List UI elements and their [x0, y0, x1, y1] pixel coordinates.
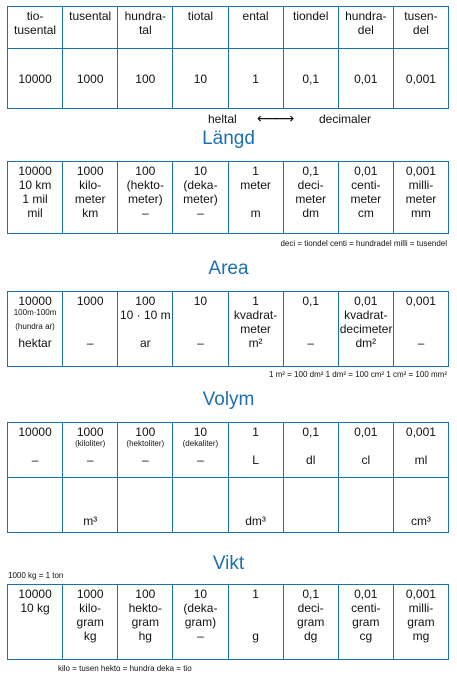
volym-cell-text: 1000 [76, 425, 104, 439]
volym-unit-cell [118, 478, 173, 533]
vikt-cell-text [119, 643, 171, 657]
vikt-cell-text: 1000 [76, 587, 104, 601]
value-cell: 0,1 [283, 49, 338, 109]
header-cell: tusen- del [393, 7, 448, 49]
volym-cell-text [340, 439, 392, 453]
volym-unit-text: m³ [83, 514, 98, 528]
vikt-cell-text: gram [352, 615, 380, 629]
volym-cell-text: 1 [252, 425, 259, 439]
langd-cell-text: – [141, 206, 149, 220]
area-cell-text: meter [240, 322, 271, 336]
vikt-cell-text: gram [297, 615, 325, 629]
vikt-cell-text [230, 601, 282, 615]
vikt-cell-text: – [197, 629, 204, 643]
langd-cell-text: 10000 [18, 164, 52, 178]
vikt-cell-text: (deka- [183, 601, 218, 615]
heltal-label: heltal [208, 112, 237, 126]
area-cell-text [395, 308, 447, 322]
volym-unit-cell [173, 478, 228, 533]
vikt-cell [118, 585, 173, 660]
vikt-cell [228, 585, 283, 660]
vikt-cell-text: gram [131, 615, 159, 629]
volym-cell-text [230, 439, 282, 453]
vikt-cell-text: centi- [351, 601, 381, 615]
langd-cell-text: 1 mil [22, 192, 48, 206]
langd-cell [228, 162, 283, 234]
volym-cell [8, 423, 63, 478]
volym-cell-text: (hektoliter) [126, 439, 165, 448]
langd-table [7, 161, 449, 234]
vikt-cell-text: gram [76, 615, 104, 629]
vikt-cell-text [9, 643, 61, 657]
area-cell [228, 292, 283, 367]
area-cell-text [64, 308, 116, 322]
volym-cell-text: – [31, 453, 39, 467]
langd-cell-text: mm [410, 206, 431, 220]
langd-cell-text: meter [74, 192, 106, 206]
vikt-cell-text: deci- [297, 601, 324, 615]
langd-cell [8, 162, 63, 234]
value-cell: 10000 [8, 49, 63, 109]
area-cell-text: kvadrat- [344, 308, 388, 322]
vikt-cell [63, 585, 118, 660]
volym-table [7, 422, 449, 533]
area-cell [118, 292, 173, 367]
vikt-top-note: 1000 kg = 1 ton [8, 571, 64, 580]
area-cell-text [285, 322, 337, 336]
vikt-cell-text: kilo- [79, 601, 102, 615]
area-cell-text: decimeter [339, 322, 393, 336]
header-cell: hundra- tal [118, 7, 173, 49]
vikt-cell-text: 100 [135, 587, 156, 601]
vikt-cell-text: 1 [252, 587, 259, 601]
volym-cell-text: 0,1 [302, 425, 320, 439]
area-cell-text: 0,1 [302, 294, 320, 308]
area-cell-text [174, 322, 226, 336]
langd-cell [283, 162, 338, 234]
value-cell: 1 [228, 49, 283, 109]
vikt-cell-text: 10 kg [20, 601, 50, 615]
area-cell-text [174, 308, 226, 322]
vikt-cell-text: g [252, 629, 259, 643]
decimaler-label: decimaler [319, 112, 372, 126]
volym-unit-text: dm³ [245, 514, 266, 528]
section-title-area: Area [208, 258, 249, 279]
volym-unit-cell [228, 478, 283, 533]
langd-cell-text: 10 km [18, 178, 52, 192]
volym-unit-cell [283, 478, 338, 533]
value-cell: 1000 [63, 49, 118, 109]
vikt-cell-text: 10000 [18, 587, 52, 601]
area-cell-text: – [197, 336, 204, 350]
langd-cell-text: km [82, 206, 99, 220]
area-cell-text [395, 322, 447, 336]
volym-cell-text: 0,001 [405, 425, 436, 439]
langd-note: deci = tiondel centi = hundradel milli = tusendel [280, 239, 447, 248]
langd-cell [173, 162, 228, 234]
area-cell [283, 292, 338, 367]
volym-cell [118, 423, 173, 478]
volym-cell-text: L [252, 453, 259, 467]
langd-cell-text: 1 [252, 164, 259, 178]
vikt-table [7, 584, 449, 660]
section-title-vikt: Vikt [212, 553, 245, 574]
area-cell-text: 100 [135, 294, 156, 308]
vikt-cell [393, 585, 448, 660]
vikt-cell-text: kg [83, 629, 97, 643]
vikt-cell-text: gram [407, 615, 435, 629]
langd-cell-text: 0,1 [302, 164, 320, 178]
area-cell-text: 1 [252, 294, 259, 308]
vikt-cell-text [64, 643, 116, 657]
area-cell-text: 1000 [76, 294, 104, 308]
area-cell-text: dm² [355, 336, 377, 350]
vikt-cell-text: dg [304, 629, 318, 643]
langd-cell-text [230, 192, 282, 206]
vikt-cell-text [230, 643, 282, 657]
value-cell: 0,001 [393, 49, 448, 109]
volym-cell [283, 423, 338, 478]
langd-cell-text: (hekto- [126, 178, 164, 192]
vikt-cell-text: hg [138, 629, 152, 643]
area-table [7, 291, 449, 367]
volym-cell-text: (kiloliter) [75, 439, 106, 448]
langd-cell-text: meter [240, 178, 271, 192]
vikt-cell-text [174, 643, 226, 657]
header-cell: tiondel [283, 7, 338, 49]
langd-cell-text: cm [357, 206, 374, 220]
langd-cell-text: 100 [135, 164, 156, 178]
area-cell-text: 10 · 10 m [119, 308, 171, 322]
area-cell-text: 100m·100m [13, 308, 57, 317]
area-cell-text: ar [139, 336, 151, 350]
area-cell [8, 292, 63, 367]
langd-cell-text: m [250, 206, 261, 220]
area-cell-text: 0,001 [405, 294, 436, 308]
area-cell [393, 292, 448, 367]
volym-cell-text: 0,01 [354, 425, 378, 439]
volym-unit-cell [338, 478, 393, 533]
area-cell-text [64, 322, 116, 336]
langd-cell-text: (deka- [183, 178, 218, 192]
langd-cell-text: 10 [193, 164, 208, 178]
vikt-cell-text: gram) [184, 615, 217, 629]
vikt-cell-text: milli- [408, 601, 434, 615]
langd-cell-text: kilo- [79, 178, 102, 192]
vikt-cell-text: cg [359, 629, 373, 643]
langd-cell-text: meter [405, 192, 437, 206]
header-cell: tiotal [173, 7, 228, 49]
langd-cell-text: centi- [351, 178, 381, 192]
langd-cell [393, 162, 448, 234]
vikt-cell-text: hekto- [128, 601, 162, 615]
volym-cell-text [285, 439, 337, 453]
volym-cell-text: cl [361, 453, 371, 467]
area-cell-text: (hundra ar) [15, 322, 55, 331]
volym-cell-text: 10000 [18, 425, 52, 439]
langd-cell-text: 1000 [76, 164, 104, 178]
vikt-cell-text: 10 [193, 587, 208, 601]
volym-cell-text [9, 439, 61, 453]
langd-cell [63, 162, 118, 234]
langd-cell-text: meter) [183, 192, 218, 206]
volym-cell-text [395, 439, 447, 453]
vikt-cell-text: 0,1 [302, 587, 320, 601]
volym-cell [228, 423, 283, 478]
area-cell [338, 292, 393, 367]
volym-cell-text: (dekaliter) [182, 439, 219, 448]
volym-cell [393, 423, 448, 478]
area-cell-text: kvadrat- [233, 308, 278, 322]
volym-cell [338, 423, 393, 478]
volym-unit-cell [63, 478, 118, 533]
langd-cell-text: meter) [127, 192, 163, 206]
area-cell [63, 292, 118, 367]
header-cell: ental [228, 7, 283, 49]
area-cell-text: m² [248, 336, 263, 350]
area-cell-text [119, 322, 171, 336]
vikt-cell-text [285, 643, 337, 657]
volym-unit-text: cm³ [410, 514, 431, 528]
volym-cell-text: ml [414, 453, 428, 467]
value-cell: 10 [173, 49, 228, 109]
area-cell-text: – [307, 336, 315, 350]
langd-cell-text: 0,001 [405, 164, 436, 178]
vikt-cell-text: 0,01 [354, 587, 378, 601]
volym-cell-text: – [197, 453, 204, 467]
langd-cell-text: deci- [297, 178, 324, 192]
area-cell-text: 10000 [18, 294, 52, 308]
langd-cell-text: mil [27, 206, 43, 220]
langd-cell [118, 162, 173, 234]
volym-cell-text: 100 [135, 425, 156, 439]
vikt-cell [283, 585, 338, 660]
header-cell: tio- tusental [8, 7, 63, 49]
langd-cell-text: 0,01 [354, 164, 378, 178]
vikt-cell-text [9, 615, 61, 629]
value-cell: 100 [118, 49, 173, 109]
vikt-cell-text: 0,001 [405, 587, 436, 601]
vikt-cell [338, 585, 393, 660]
volym-unit-cell [8, 478, 63, 533]
vikt-cell-text [340, 643, 392, 657]
section-title-langd: Längd [202, 128, 255, 149]
area-cell-text: 0,01 [354, 294, 378, 308]
place-value-table [7, 6, 449, 109]
area-cell-text: 10 [193, 294, 208, 308]
vikt-note: kilo = tusen hekto = hundra deka = tio [58, 664, 192, 673]
langd-cell-text: meter [350, 192, 382, 206]
langd-cell-text: – [197, 206, 204, 220]
area-note: 1 m² = 100 dm² 1 dm² = 100 cm² 1 cm² = 100 mm² [268, 370, 447, 379]
volym-unit-cell [393, 478, 448, 533]
volym-cell-text: – [141, 453, 149, 467]
volym-cell-text: dl [306, 453, 316, 467]
vikt-cell-text [9, 629, 61, 643]
area-cell-text [285, 308, 337, 322]
double-arrow: ⟵⟶ [257, 110, 292, 126]
langd-cell [338, 162, 393, 234]
langd-cell-text: dm [302, 206, 320, 220]
volym-cell [63, 423, 118, 478]
langd-cell-text: meter [295, 192, 327, 206]
area-cell-text: – [86, 336, 94, 350]
area-cell-text: – [417, 336, 425, 350]
value-cell: 0,01 [338, 49, 393, 109]
volym-cell [173, 423, 228, 478]
area-cell [173, 292, 228, 367]
vikt-cell-text [230, 615, 282, 629]
vikt-cell [8, 585, 63, 660]
volym-cell-text: – [86, 453, 94, 467]
area-cell-text: hektar [18, 336, 52, 350]
header-cell: hundra- del [338, 7, 393, 49]
vikt-cell-text [395, 643, 447, 657]
header-cell: tusental [63, 7, 118, 49]
vikt-cell [173, 585, 228, 660]
langd-cell-text: milli- [408, 178, 434, 192]
volym-cell-text: 10 [193, 425, 208, 439]
vikt-cell-text: mg [412, 629, 430, 643]
section-title-volym: Volym [202, 389, 255, 410]
